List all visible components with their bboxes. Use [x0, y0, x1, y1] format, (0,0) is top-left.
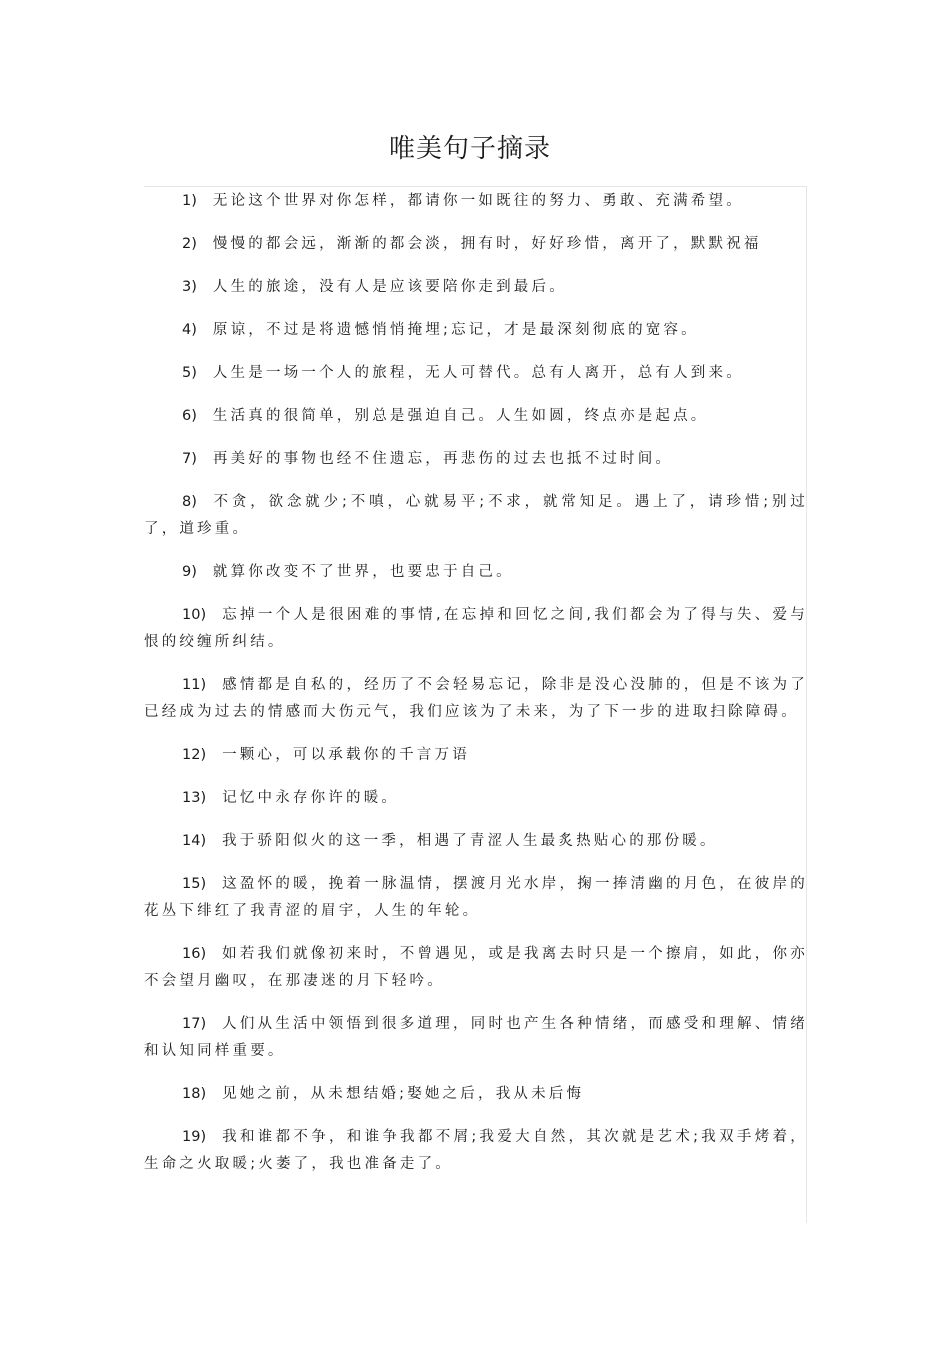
sentence-item	[144, 742, 808, 769]
item-number: 7)	[182, 451, 197, 467]
item-text: 人生的旅途，没有人是应该要陪你走到最后。	[212, 279, 567, 295]
sentence-item	[144, 446, 808, 473]
item-text: 生活真的很简单，别总是强迫自己。人生如圆，终点亦是起点。	[212, 408, 709, 424]
item-text: 原谅，不过是将遗憾悄悄掩埋;忘记，才是最深刻彻底的宽容。	[212, 322, 699, 338]
item-number: 9)	[182, 564, 197, 580]
item-text: 忘掉一个人是很困难的事情,在忘掉和回忆之间,我们都会为了得与失、爱与恨的绞缠所纠结。	[144, 607, 808, 650]
item-text: 这盈怀的暖，挽着一脉温情，摆渡月光水岸，掬一捧清幽的月色，在彼岸的花丛下绯红了我青涩的眉宇，人生的年轮。	[144, 876, 808, 919]
item-number: 14)	[182, 833, 207, 849]
item-text: 见她之前，从未想结婚;娶她之后，我从未后悔	[222, 1086, 585, 1102]
sentence-item	[144, 941, 808, 995]
item-number: 10)	[182, 607, 207, 623]
sentence-item	[144, 403, 808, 430]
sentence-item	[144, 274, 808, 301]
item-number: 6)	[182, 408, 197, 424]
item-text: 我和谁都不争，和谁争我都不屑;我爱大自然，其次就是艺术;我双手烤着，生命之火取暖;火萎了，我也准备走了。	[144, 1129, 808, 1172]
item-text: 我于骄阳似火的这一季，相遇了青涩人生最炙热贴心的那份暖。	[222, 833, 718, 849]
sentence-list	[144, 188, 808, 1194]
item-number: 12)	[182, 747, 207, 763]
item-text: 再美好的事物也经不住遗忘，再悲伤的过去也抵不过时间。	[212, 451, 674, 467]
sentence-item	[144, 559, 808, 586]
sentence-item	[144, 1011, 808, 1065]
item-text: 无论这个世界对你怎样，都请你一如既往的努力、勇敢、充满希望。	[212, 193, 744, 209]
item-number: 15)	[182, 876, 207, 892]
item-number: 2)	[182, 236, 197, 252]
item-number: 17)	[182, 1016, 207, 1032]
sentence-item	[144, 360, 808, 387]
item-number: 13)	[182, 790, 207, 806]
item-number: 3)	[182, 279, 197, 295]
sentence-item	[144, 785, 808, 812]
item-text: 一颗心，可以承载你的千言万语	[222, 747, 470, 763]
sentence-item	[144, 602, 808, 656]
item-text: 感情都是自私的，经历了不会轻易忘记，除非是没心没肺的，但是不该为了已经成为过去的情感而大伤元气，我们应该为了未来，为了下一步的进取扫除障碍。	[144, 677, 808, 720]
item-number: 16)	[182, 946, 207, 962]
item-number: 8)	[182, 494, 197, 510]
item-text: 就算你改变不了世界，也要忠于自己。	[212, 564, 514, 580]
item-number: 1)	[182, 193, 197, 209]
item-text: 人生是一场一个人的旅程，无人可替代。总有人离开，总有人到来。	[212, 365, 744, 381]
item-text: 不贪，欲念就少;不嗔，心就易平;不求，就常知足。遇上了，请珍惜;别过了，道珍重。	[144, 494, 808, 537]
item-number: 11)	[182, 677, 207, 693]
sentence-item	[144, 1081, 808, 1108]
sentence-item	[144, 871, 808, 925]
item-text: 记忆中永存你许的暖。	[222, 790, 400, 806]
sentence-item	[144, 231, 808, 258]
sentence-item	[144, 1124, 808, 1178]
item-number: 19)	[182, 1129, 207, 1145]
sentence-item	[144, 188, 808, 215]
page-title: 唯美句子摘录	[388, 134, 551, 164]
sentence-item	[144, 489, 808, 543]
item-text: 慢慢的都会远，渐渐的都会淡，拥有时，好好珍惜，离开了，默默祝福	[212, 236, 762, 252]
item-text: 人们从生活中领悟到很多道理，同时也产生各种情绪，而感受和理解、情绪和认知同样重要。	[144, 1016, 808, 1059]
sentence-item	[144, 317, 808, 344]
item-text: 如若我们就像初来时，不曾遇见，或是我离去时只是一个擦肩，如此，你亦不会望月幽叹，在那凄迷的月下轻吟。	[144, 946, 808, 989]
item-number: 4)	[182, 322, 197, 338]
item-number: 5)	[182, 365, 197, 381]
sentence-item	[144, 828, 808, 855]
item-number: 18)	[182, 1086, 207, 1102]
sentence-item	[144, 672, 808, 726]
